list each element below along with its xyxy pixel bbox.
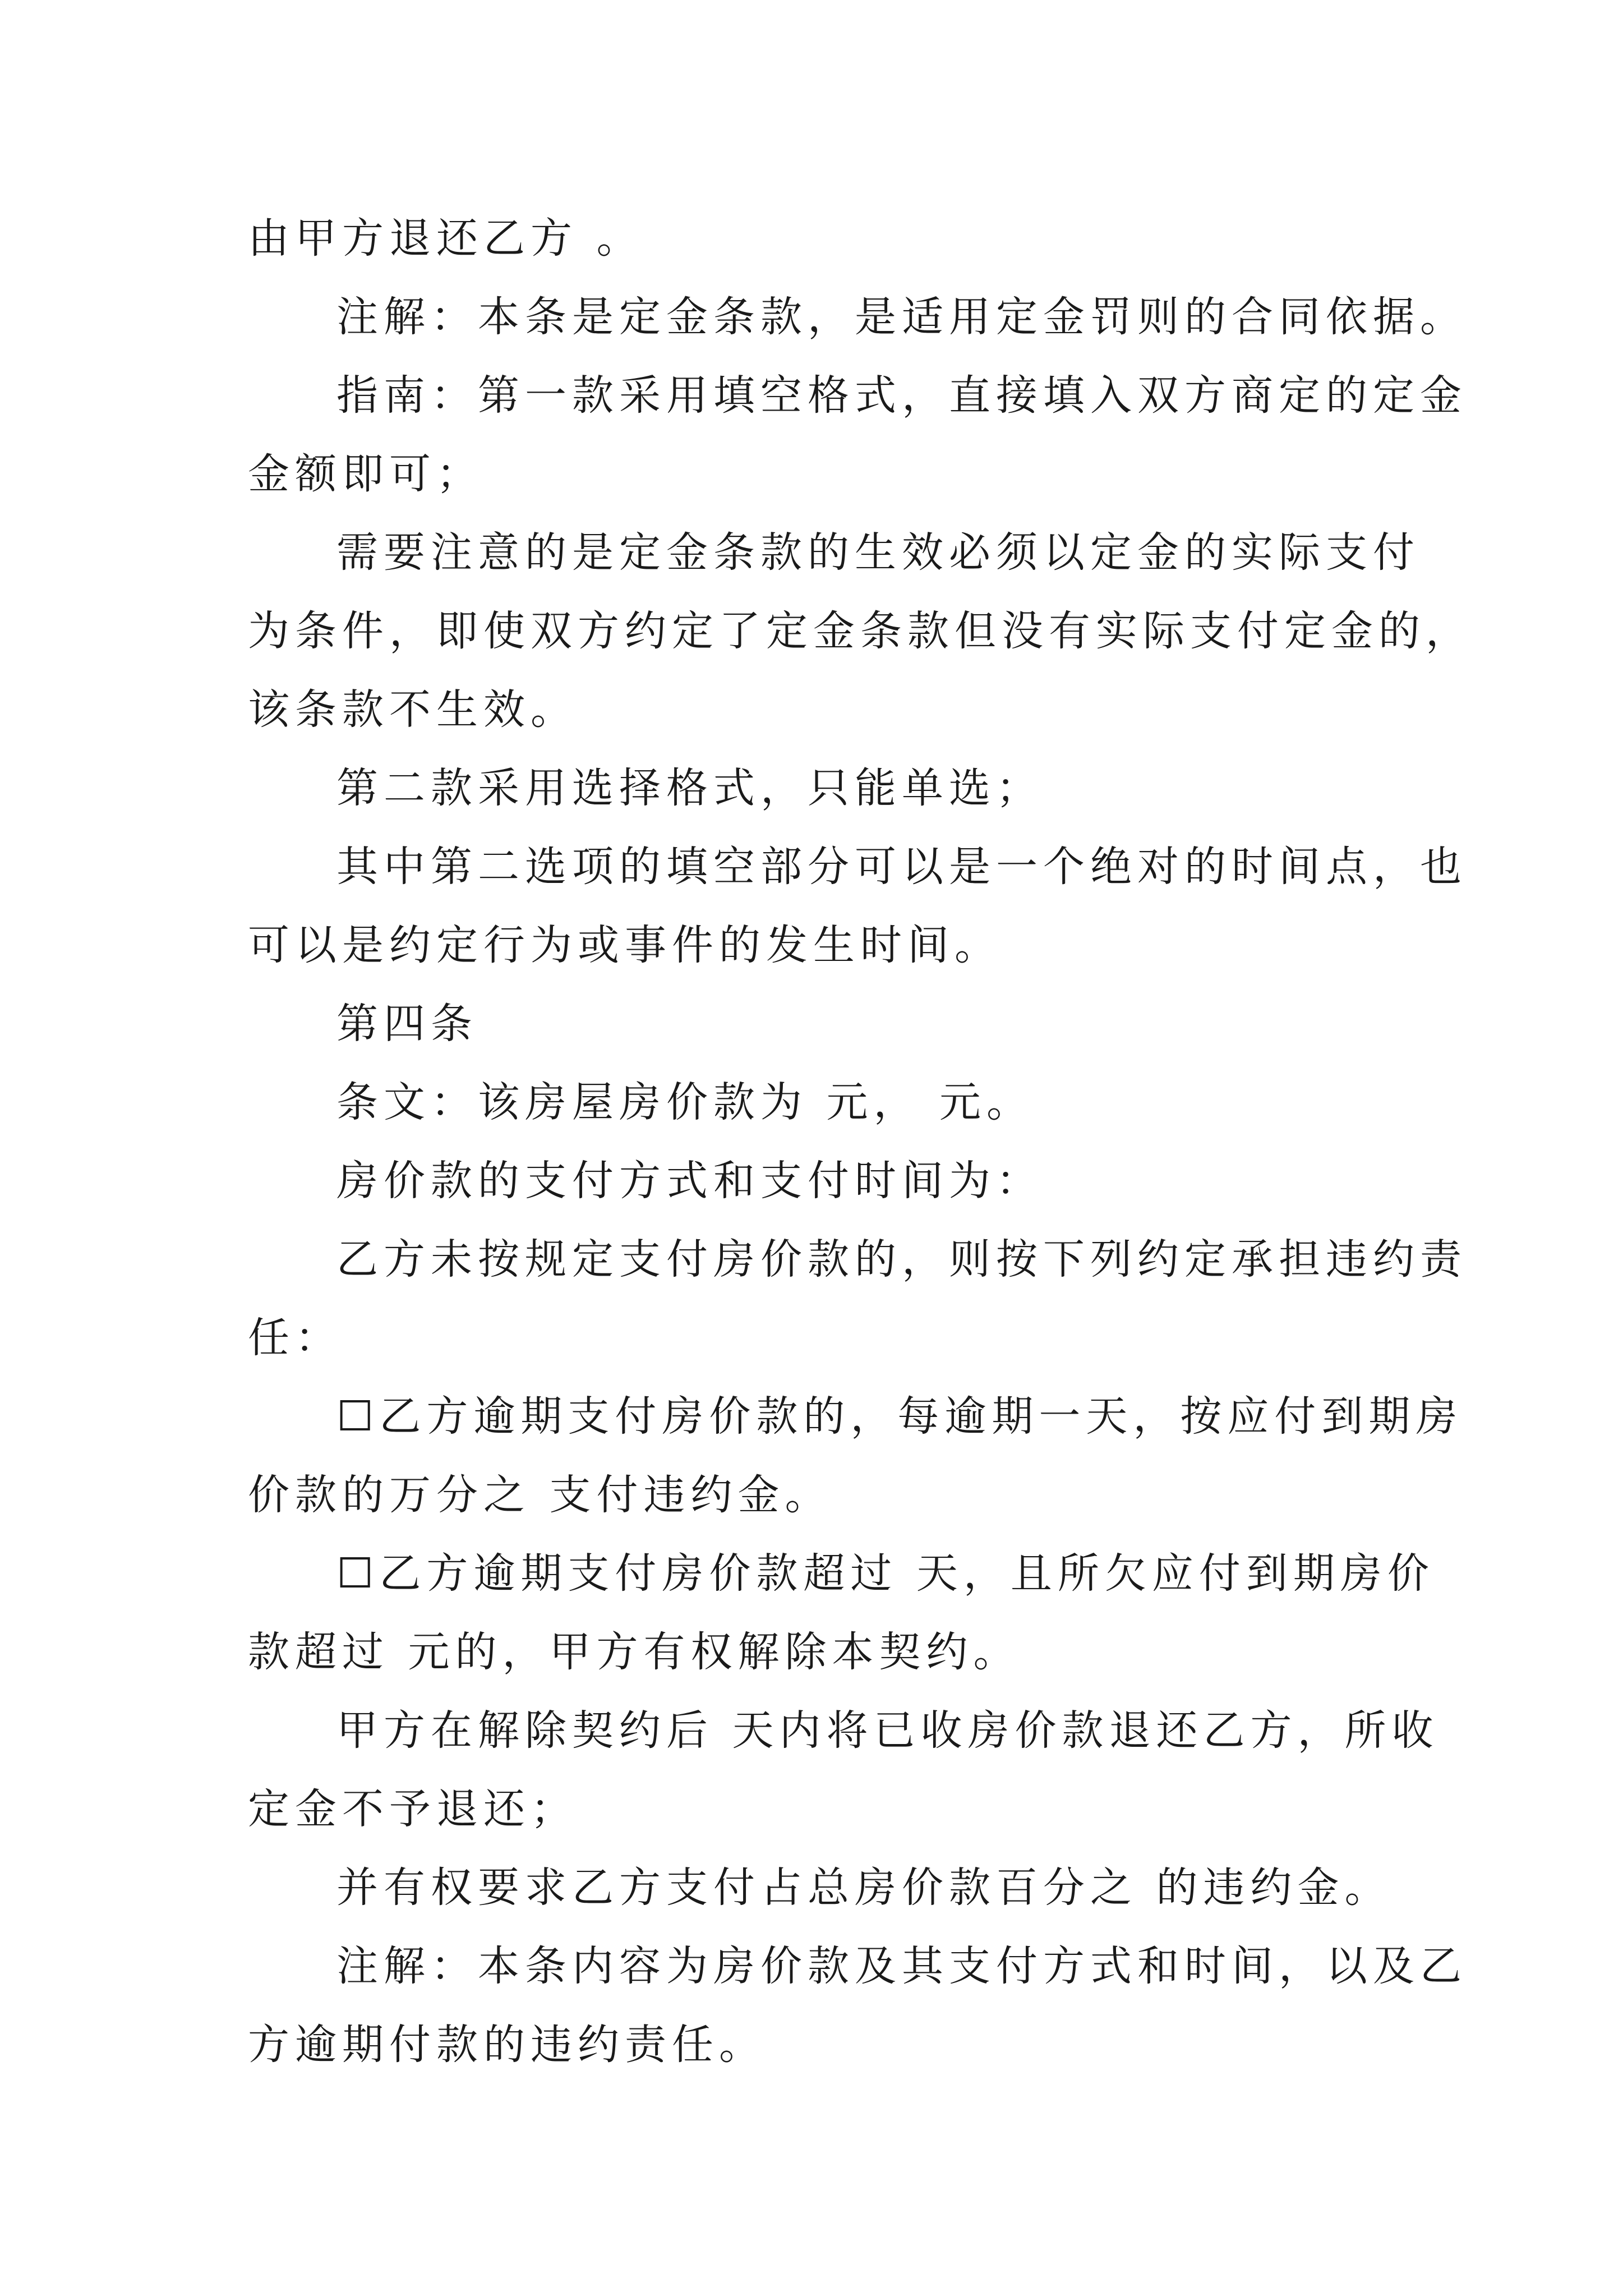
text-line: 为条件，即使双方约定了定金条款但没有实际支付定金的， (248, 607, 1473, 655)
text-line: 价款的万分之 支付违约金。 (248, 1471, 832, 1519)
text-line: 注解：本条内容为房价款及其支付方式和时间，以及乙 (336, 1942, 1467, 1990)
text-line: 可以是约定行为或事件的发生时间。 (248, 921, 1002, 969)
text-line: 金额即可； (248, 450, 483, 498)
text-line: 其中第二选项的填空部分可以是一个绝对的时间点，也 (336, 843, 1467, 891)
text-line: 款超过 元的，甲方有权解除本契约。 (248, 1628, 1021, 1676)
text-line: 方逾期付款的违约责任。 (248, 2021, 766, 2069)
text-line: 第二款采用选择格式，只能单选； (336, 764, 1043, 812)
text-line: 房价款的支付方式和支付时间为： (336, 1157, 1043, 1205)
text-line: 定金不予退还； (248, 1785, 578, 1833)
text-line: 并有权要求乙方支付占总房价款百分之 的违约金。 (336, 1864, 1392, 1912)
text-line: 该条款不生效。 (248, 685, 578, 734)
text-line: 任： (248, 1314, 342, 1362)
checkbox-option-line: ☐乙方逾期支付房价款超过 天，且所欠应付到期房价 (336, 1549, 1435, 1598)
text-line: 由甲方退还乙方 。 (248, 214, 644, 263)
text-line: 注解：本条是定金条款，是适用定金罚则的合同依据。 (336, 293, 1467, 341)
text-line: 需要注意的是定金条款的生效必须以定金的实际支付 (336, 528, 1420, 577)
document-page (248, 199, 1473, 2084)
text-line: 乙方未按规定支付房价款的，则按下列约定承担违约责 (336, 1235, 1467, 1283)
text-line: 条文：该房屋房价款为 元， 元。 (336, 1078, 1034, 1126)
text-line: 指南：第一款采用填空格式，直接填入双方商定的定金 (336, 371, 1467, 420)
checkbox-option-line: ☐乙方逾期支付房价款的，每逾期一天，按应付到期房 (336, 1392, 1463, 1441)
text-line: 甲方在解除契约后 天内将已收房价款退还乙方，所收 (336, 1706, 1439, 1755)
article-heading: 第四条 (336, 1000, 478, 1048)
